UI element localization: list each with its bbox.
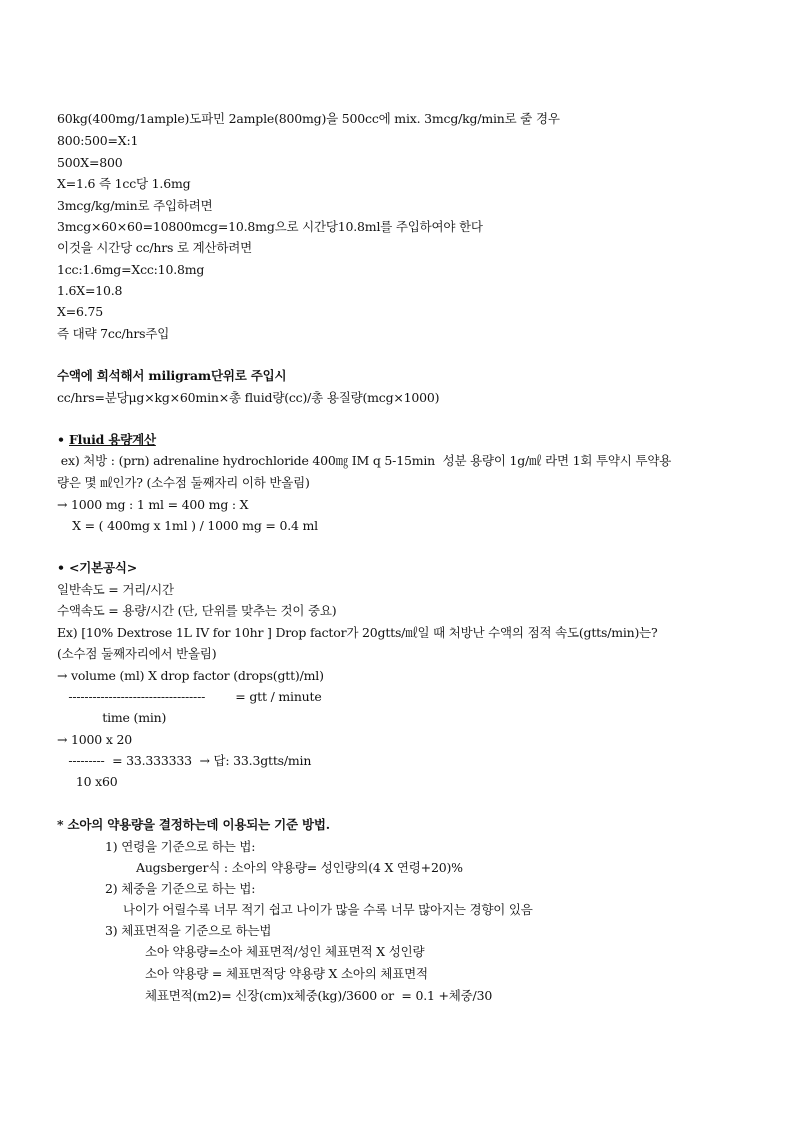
text-line: 10 x60: [57, 774, 118, 789]
section-heading: 수액에 희석해서 miligram단위로 주입시: [57, 368, 287, 383]
section-heading: [57, 432, 156, 448]
text-line: ex) 처방 : (prn) adrenaline hydrochloride 400㎎ IM q 5-15min 성분 용량이 1g/㎖ 라면 1회 투약시 투약용: [57, 453, 672, 468]
text-line: 500X=800: [57, 155, 123, 170]
text-line: 3mcg×60×60=10800mcg=10.8mg으로 시간당10.8ml를 주입하여야 한다: [57, 219, 483, 234]
text-line: 1.6X=10.8: [57, 283, 123, 298]
text-line: 일반속도 = 거리/시간: [57, 582, 174, 597]
text-line: 3mcg/kg/min로 주입하려면: [57, 198, 213, 213]
text-line: 체표면적(m2)= 신장(cm)x체중(kg)/3600 or = 0.1 +체중/30: [145, 988, 493, 1003]
text-line: time (min): [57, 710, 167, 725]
text-line: 수액속도 = 용량/시간 (단, 단위를 맞추는 것이 중요): [57, 603, 337, 618]
text-line: 소아 약용량 = 체표면적당 약용량 X 소아의 체표면적: [145, 966, 428, 981]
text-line: 1cc:1.6mg=Xcc:10.8mg: [57, 262, 205, 277]
text-line: → 1000 x 20: [57, 732, 132, 747]
section-heading: [57, 560, 137, 576]
text-line: (소수점 둘째자리에서 반올림): [57, 646, 217, 661]
text-line: 3) 체표면적을 기준으로 하는법: [105, 923, 272, 938]
text-line: 60kg(400mg/1ample)도파민 2ample(800mg)을 500cc에 mix. 3mcg/kg/min로 줄 경우: [57, 111, 560, 126]
formula-line: cc/hrs=분당μg×kg×60min×총 fluid량(cc)/총 용질량(mcg×1000): [57, 390, 440, 405]
text-line: 이것을 시간당 cc/hrs 로 계산하려면: [57, 240, 253, 255]
text-line: 즉 대략 7cc/hrs주입: [57, 326, 170, 341]
text-line: 2) 체중을 기준으로 하는 법:: [105, 881, 256, 896]
text-line: → volume (ml) X drop factor (drops(gtt)/ml): [57, 668, 324, 683]
text-line: Augsberger식 : 소아의 약용량= 성인량의(4 X 연령+20)%: [136, 860, 463, 875]
heading-text: Fluid 용량계산: [69, 432, 156, 447]
text-line: X=1.6 즉 1cc당 1.6mg: [57, 176, 191, 191]
text-line: X=6.75: [57, 304, 104, 319]
text-line: Ex) [10% Dextrose 1L IV for 10hr ] Drop factor가 20gtts/㎖일 때 처방난 수액의 점적 속도(gtts/min)는?: [57, 625, 658, 640]
text-line: → 1000 mg : 1 ml = 400 mg : X: [57, 497, 249, 512]
text-line: X = ( 400mg x 1ml ) / 1000 mg = 0.4 ml: [57, 518, 318, 533]
heading-text: <기본공식>: [69, 560, 138, 575]
text-line: 소아 약용량=소아 체표면적/성인 체표면적 X 성인량: [145, 944, 425, 959]
bullet-icon: •: [57, 432, 65, 447]
text-line: 1) 연령을 기준으로 하는 법:: [105, 839, 256, 854]
text-line: --------- = 33.333333 → 답: 33.3gtts/min: [57, 753, 312, 768]
bullet-icon: •: [57, 560, 65, 575]
text-line: 나이가 어릴수록 너무 적기 쉽고 나이가 많을 수록 너무 많아지는 경향이 있음: [123, 902, 533, 917]
text-line: ---------------------------------- = gtt / minute: [57, 689, 322, 704]
text-line: 량은 몇 ㎖인가? (소수점 둘째자리 이하 반올림): [57, 475, 310, 490]
section-heading: * 소아의 약용량을 결정하는데 이용되는 기준 방법.: [57, 817, 330, 832]
text-line: 800:500=X:1: [57, 133, 139, 148]
